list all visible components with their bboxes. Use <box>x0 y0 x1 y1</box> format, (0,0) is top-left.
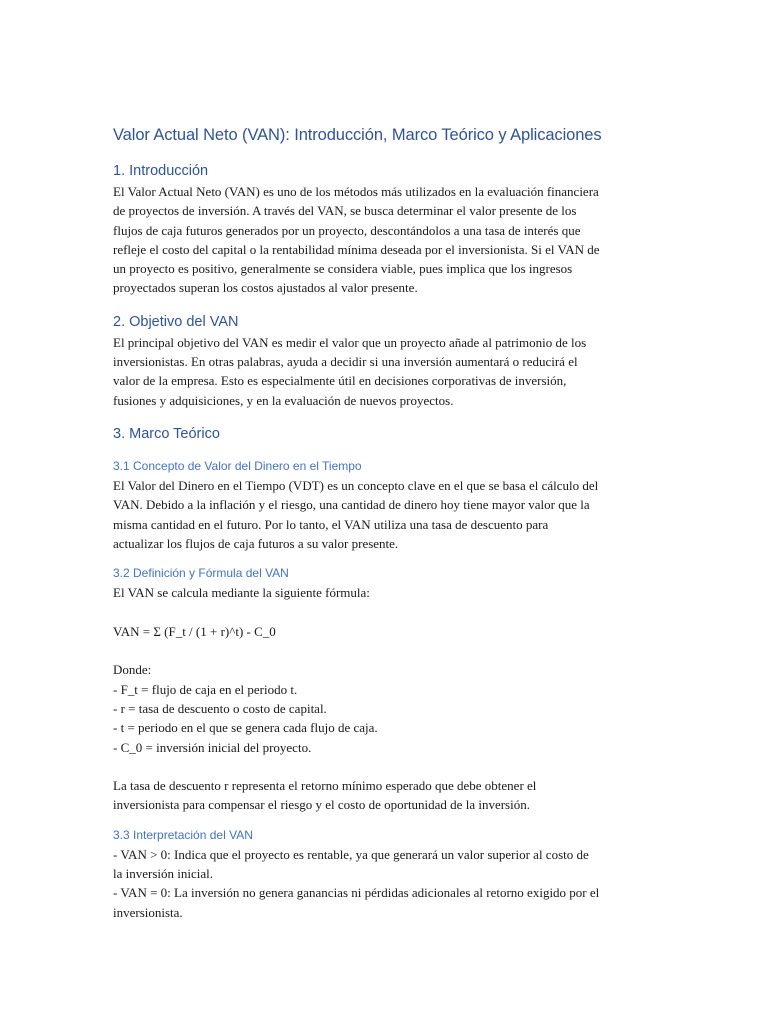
subheading-3-2: 3.2 Definición y Fórmula del VAN <box>113 566 289 581</box>
paragraph-donde-list: Donde: - F_t = flujo de caja en el periodo t. - r = tasa de descuento o costo de capital. - t = periodo en el que se genera cada flujo de caja. - C_0 = inversión inicial del proyecto. <box>113 662 378 755</box>
document-title: Valor Actual Neto (VAN): Introducción, Marco Teórico y Aplicaciones <box>113 126 602 144</box>
subheading-3-3: 3.3 Interpretación del VAN <box>113 827 253 842</box>
paragraph-introduccion: El Valor Actual Neto (VAN) es uno de los métodos más utilizados en la evaluación financiera de proyectos de inversión. A través del VAN, se busca determinar el valor presente de los flujos de caja futuros generados por un proyecto, descontándolos a una tasa de interés que refleje el costo del capital o la rentabilidad mínima deseada por el inversionista. Si el VAN de un proyecto es positivo, generalmente se considera viable, pues implica que los ingresos proyectados superan los costos ajustados al valor presente. <box>113 184 600 296</box>
paragraph-3-3: - VAN > 0: Indica que el proyecto es rentable, ya que generará un valor superior al costo de la inversión inicial. - VAN = 0: La inversión no genera ganancias ni pérdidas adicionales al retorno exigido por el inversionista. <box>113 846 600 920</box>
heading-introduccion: 1. Introducción <box>113 163 209 179</box>
subheading-3-1: 3.1 Concepto de Valor del Dinero en el Tiempo <box>113 458 362 473</box>
heading-marco-teorico: 3. Marco Teórico <box>113 425 220 442</box>
paragraph-objetivo: El principal objetivo del VAN es medir el valor que un proyecto añade al patrimonio de los inversionistas. En otras palabras, ayuda a decidir si una inversión aumentará o reducirá el valor de la empresa. Esto es especialmente útil en decisiones corporativas de inversión, fusiones y adquisiciones, y en la evaluación de nuevos proyectos. <box>113 334 587 408</box>
paragraph-3-1: El Valor del Dinero en el Tiempo (VDT) es un concepto clave en el que se basa el cálculo del VAN. Debido a la inflación y el riesgo, una cantidad de dinero hoy tiene mayor valor que la misma cantidad en el futuro. Por lo tanto, el VAN utiliza una tasa de descuento para actualizar los flujos de caja futuros a su valor presente. <box>113 477 599 551</box>
paragraph-3-2-intro: El VAN se calcula mediante la siguiente fórmula: <box>113 585 370 601</box>
paragraph-tasa-descuento: La tasa de descuento r representa el retorno mínimo esperado que debe obtener el inversionista para compensar el riesgo y el costo de oportunidad de la inversión. <box>113 778 537 813</box>
document-page <box>113 124 658 922</box>
formula-van: VAN = Σ (F_t / (1 + r)^t) - C_0 <box>113 623 276 639</box>
heading-objetivo: 2. Objetivo del VAN <box>113 313 239 330</box>
